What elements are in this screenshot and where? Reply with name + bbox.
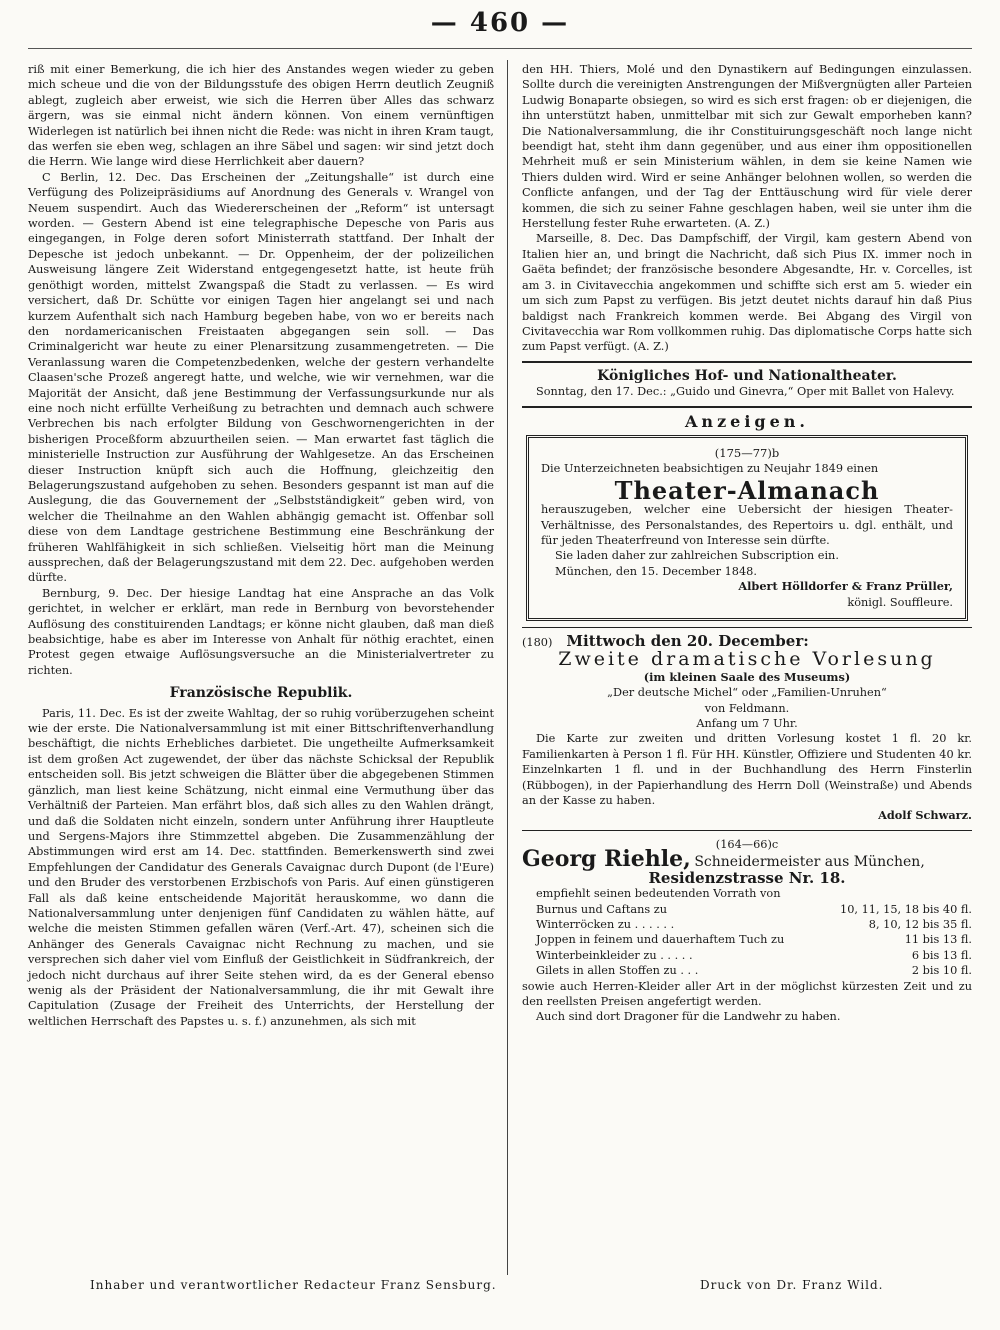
ad-author: von Feldmann. xyxy=(704,701,790,715)
header-rule xyxy=(28,48,972,49)
ad-intro: empfiehlt seinen bedeutenden Vorrath von xyxy=(536,887,781,901)
ad-venue: (im kleinen Saale des Museums) xyxy=(643,669,851,684)
ad-body: herauszugeben, welcher eine Uebersicht der hiesigen Theater-Verhältnisse, des Personalstandes, des Repertoirs u. dgl. enthält, und für jeden Theaterfreund von Interesse sein dürfte. xyxy=(541,503,953,547)
page-number: — 460 — xyxy=(430,8,570,38)
ad-address: Residenzstrasse Nr. 18. xyxy=(648,868,846,887)
ad-place-date: München, den 15. December 1848. xyxy=(555,564,757,578)
ad-closing-2: Auch sind dort Dragoner für die Landwehr zu haben. xyxy=(536,1010,841,1024)
ad-role: königl. Souffleure. xyxy=(847,595,953,609)
ad-theater-almanach xyxy=(526,435,968,621)
rule xyxy=(522,361,972,363)
article-paris: Paris, 11. Dec. Es ist der zweite Wahltag, der so ruhig vorüberzugehen scheint wie der erste. Die Nationalversammlung ist mit einer Bittschriftenverhandlung beschäftigt, die nichts Erhebliches darbietet. Die ungetheilte Aufmerksamkeit ist dem großen Act zugewendet, der über das nächste Schicksal der Republik entscheiden soll. Bis jetzt schweigen die Blätter über die abgegebenen Stimmen gänzlich, man liest keine Schätzung, nicht einmal eine Vermuthung über das Verhältniß der Parteien. Man erfährt blos, daß sich alles zu den Wahlen drängt, und daß die Soldaten nicht einzeln, sondern unter Anführung ihrer Hauptleute und Sergens-Majors ihre Stimmzettel abgeben. Die Zusammenzählung der Abstimmungen wird erst am 14. Dec. stattfinden. Bemerkenswerth sind zwei Empfehlungen der Candidatur des Generals Cavaignac durch Dupont (de l'Eure) und den Bruder des verstorbenen Erzbischofs von Paris. Auf einen günstigeren Fall als daß keine entscheidende Majorität herauskomme, wo dann die Nationalversammlung unter denjenigen fünf Candidaten zu wählen hätte, auf welche die meisten Stimmen gefallen wären (Verf.-Art. 47), scheinen sich die Anhänger des Generals Cavaignac nicht Rechnung zu machen, und sie versprechen sich daher viel vom Einfluß der Geistlichkeit in Südfrankreich, der jedoch nicht durchaus auf ihrer Seite stehen wird, da es der General ebenso wenig als der Präsident der Nationalversammlung, die ihr mit Gewalt ihre Capitulation (Zusage der Freiheit des Unterrichts, der Herstellung der weltlichen Herrschaft des Papstes u. s. f.) anzunehmen, als sich mit xyxy=(28,706,494,1028)
footer-editor: Inhaber und verantwortlicher Redacteur Franz Sensburg. xyxy=(90,1278,497,1292)
ad-name: Georg Riehle, xyxy=(522,846,691,873)
ad-closing: sowie auch Herren-Kleider aller Art in der möglichst kürzesten Zeit und zu den reellsten Preisen angefertigt werden. xyxy=(522,979,972,1008)
price-item: Winterbeinkleider zu . . . . . xyxy=(536,948,693,962)
ad-title: Theater-Almanach xyxy=(614,475,880,505)
rule xyxy=(522,830,972,831)
price-value: 8, 10, 12 bis 35 fl. xyxy=(868,917,972,931)
price-row xyxy=(536,948,972,963)
ad-code: (164—66)c xyxy=(715,837,779,851)
right-column xyxy=(522,62,972,1025)
rule xyxy=(522,406,972,408)
section-heading-france: Französische Republik. xyxy=(169,685,353,702)
ad-start: Anfang um 7 Uhr. xyxy=(696,717,798,731)
ad-riehle xyxy=(522,837,972,1025)
article-bernburg: Bernburg, 9. Dec. Der hiesige Landtag hat eine Ansprache an das Volk gerichtet, in welcher er erklärt, man rede in Bernburg von bevorstehender Auflösung des constituirenden Landtags; er könne nicht glauben, daß man dieß beabsichtige, habe es aber im Interesse von Anhalt für nöthig erachtet, einen Protest gegen etwaige Auflösungsversuche an die Ministerialvertreter zu richten. xyxy=(28,586,494,677)
ad-code: (180) xyxy=(522,636,553,649)
ad-date-line: Mittwoch den 20. December: xyxy=(566,632,809,650)
column-divider xyxy=(507,60,508,1275)
price-value: 6 bis 13 fl. xyxy=(911,948,972,962)
article-berlin: C Berlin, 12. Dec. Das Erscheinen der „Zeitungshalle“ ist durch eine Verfügung des Polizeipräsidiums auf Anordnung des Generals v. Wrangel von Neuem suspendirt. Auch das Wiedererscheinen der „Reform“ ist untersagt worden. — Gestern Abend ist eine telegraphische Depesche von Paris aus eingegangen, in Folge deren sofort Ministerrath stattfand. Der Inhalt der Depesche ist jedoch unbekannt. — Dr. Oppenheim, der der polizeilichen Ausweisung längere Zeit Widerstand entgegengesetzt hatte, ist heute früh genöthigt worden, mittelst Zwangspaß die Stadt zu verlassen. — Es wird versichert, daß Dr. Schütte vor einigen Tagen hier angelangt sei und nach kurzem Aufenthalt sich nach Hamburg begeben habe, von wo er bereits nach den nordamericanischen Freistaaten abgegangen sein soll. — Das Criminalgericht war heute zu einer Plenarsitzung zusammengetreten. — Die Veranlassung waren die Competenzbedenken, welche der gestern verhandelte Claasen'sche Prozeß angeregt hatte, und welche, wie wir vernehmen, war die Majorität der Ansicht, daß jene Bestimmung der Verfassungsurkunde nur als eine noch nicht erfüllte Verheißung zu betrachten und demnach auch schwere Verbrechen bis nach erfolgter Bildung von Geschwornengerichten in der bisherigen Proceßform abzuurtheilen seien. — Man erwartet fast täglich die ministerielle Instruction zur Ausführung der Wahlgesetze. An das Erscheinen dieser Instruction knüpft sich auch die Hoffnung, gleichzeitig den Belagerungszustand aufgehoben zu sehen. Besonders gespannt ist man auf die Auslegung, die das Gouvernement der „Selbstständigkeit“ geben wird, von welcher die Theilnahme an den Wahlen abhängig gemacht ist. Offenbar soll diese von dem Landtage gestrichene Bestimmung eine Beschränkung der früheren Wahlfähigkeit in sich schließen. Vielseitig hört man die Meinung aussprechen, daß der Belagerungszustand mit dem 22. Dec. aufgehoben werden dürfte. xyxy=(28,170,494,585)
ad-signer: Adolf Schwarz. xyxy=(878,808,972,823)
price-value: 10, 11, 15, 18 bis 40 fl. xyxy=(840,902,972,916)
ad-trade: Schneidermeister aus München, xyxy=(694,854,925,871)
price-row xyxy=(536,932,972,947)
price-row xyxy=(536,902,972,917)
ad-signers: Albert Hölldorfer & Franz Prüller, xyxy=(738,579,953,594)
theater-heading: Königliches Hof- und Nationaltheater. xyxy=(597,367,897,384)
price-item: Winterröcken zu . . . . . . xyxy=(536,917,675,931)
anzeigen-heading: Anzeigen. xyxy=(685,411,809,431)
left-column xyxy=(28,62,494,1029)
rule xyxy=(522,627,972,628)
ad-call: Sie laden daher zur zahlreichen Subscription ein. xyxy=(555,549,839,563)
ad-title: Zweite dramatische Vorlesung xyxy=(558,648,936,671)
price-row xyxy=(536,917,972,932)
article-continuation: riß mit einer Bemerkung, die ich hier des Anstandes wegen wieder zu geben mich scheue und die von der Bildungsstufe des obigen Herrn deutlich Zeugniß ablegt, zugleich aber erweist, wie sich die Herren über Alles das schwarz ärgern, was sie einmal nicht ändern können. Von einem vernünftigen Widerlegen ist natürlich bei ihnen nicht die Rede: was nicht in ihren Kram taugt, das werfen sie eben weg, schlagen an ihre Säbel und sagen: wir sind jetzt doch die Herrn. Wie lange wird diese Herrlichkeit aber dauern? xyxy=(28,63,494,169)
footer-printer: Druck von Dr. Franz Wild. xyxy=(700,1278,884,1292)
price-row xyxy=(536,963,972,978)
ad-body: Die Karte zur zweiten und dritten Vorlesung kostet 1 fl. 20 kr. Familienkarten à Person 1 fl. Für HH. Künstler, Offiziere und Studenten 40 kr. Einzelnkarten 1 fl. und in der Buchhandlung des Herrn Finsterlin (Rübbogen), in der Papierhandlung des Herrn Doll (Weinstraße) und Abends an der Kasse zu haben. xyxy=(522,732,972,808)
ad-vorlesung xyxy=(522,634,972,824)
ad-works: „Der deutsche Michel“ oder „Familien-Unruhen“ xyxy=(607,686,887,700)
price-list xyxy=(522,902,972,979)
price-item: Burnus und Caftans zu xyxy=(536,902,668,916)
theater-notice: Sonntag, den 17. Dec.: „Guido und Ginevra,“ Oper mit Ballet von Halevy. xyxy=(536,385,955,399)
price-item: Gilets in allen Stoffen zu . . . xyxy=(536,964,699,978)
article-paris-continued: den HH. Thiers, Molé und den Dynastikern auf Bedingungen einzulassen. Sollte durch die vereinigten Anstrengungen der Mißvergnügten aller Parteien Ludwig Bonaparte obsiegen, so wird es sich erst fragen: ob er diejenigen, die ihn unterstützt haben, unmittelbar mit sich zur Gewalt emporheben kann? Die Nationalversammlung, die ihr Constituirungsgeschäft noch lange nicht beendigt hat, steht ihm dann gegenüber, und aus einer ihm oppositionellen Mehrheit muß er sein Ministerium wählen, in dem sie keine Namen wie Thiers dulden wird. Wird er seine Anhänger belohnen wollen, so werden die Conflicte anfangen, und der Tag der Enttäuschung wird für viele derer kommen, die sich zu seiner Fahne geschlagen haben, weil sie unter ihm die Herstellung fester Ruhe erwarteten. (A. Z.) xyxy=(522,63,972,231)
price-item: Joppen in feinem und dauerhaftem Tuch zu xyxy=(536,933,785,947)
price-value: 11 bis 13 fl. xyxy=(904,933,972,947)
price-value: 2 bis 10 fl. xyxy=(911,964,972,978)
ad-code: (175—77)b xyxy=(714,445,780,460)
article-marseille: Marseille, 8. Dec. Das Dampfschiff, der Virgil, kam gestern Abend von Italien hier an, und bringt die Nachricht, daß sich Pius IX. immer noch in Gaëta befindet; der französische besondere Abgesandte, Hr. v. Corcelles, ist am 3. in Civitavecchia angekommen und schiffte sich erst am 5. wieder ein um sich zum Papst zu verfügen. Bis jetzt deutet nichts darauf hin daß Pius baldigst nach Frankreich kommen werde. Bei Abgang des Virgil von Civitavecchia war Rom vollkommen ruhig. Das diplomatische Corps hatte sich zum Papst verfügt. (A. Z.) xyxy=(522,232,972,354)
ad-intro: Die Unterzeichneten beabsichtigen zu Neujahr 1849 einen xyxy=(541,462,879,476)
